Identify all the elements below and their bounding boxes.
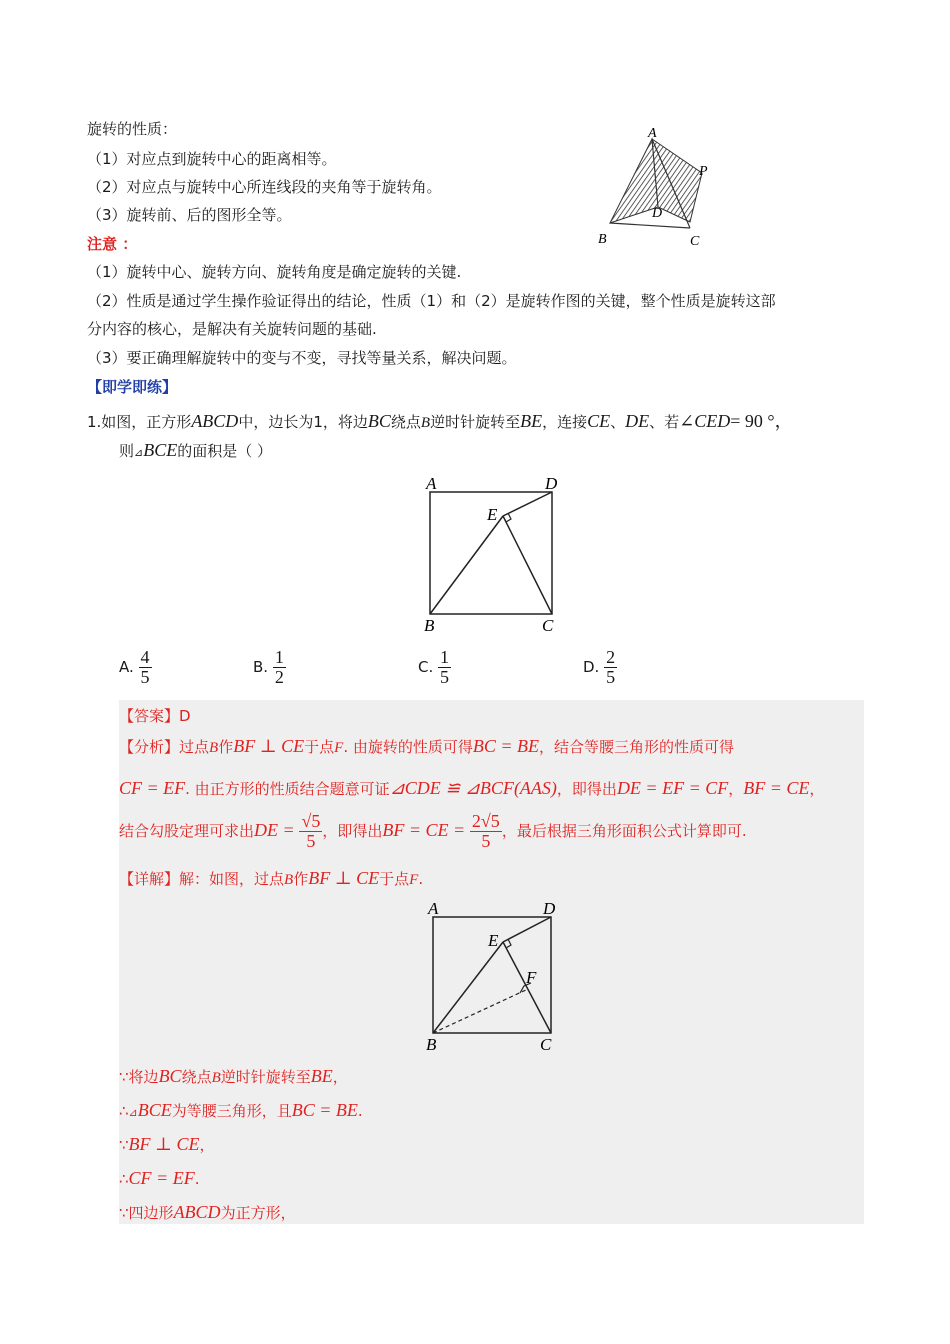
step-4: ∴CF = EF. — [119, 1168, 200, 1188]
option-b[interactable]: B. $\frac{1}{2}$ — [253, 647, 284, 687]
property-3: （3）旋转前、后的图形全等。 — [87, 206, 292, 224]
option-c[interactable]: C. $\frac{1}{5}$ — [418, 647, 450, 687]
option-d[interactable]: D. $\frac{2}{5}$ — [583, 647, 616, 687]
properties-heading: 旋转的性质： — [87, 120, 178, 138]
square-figure-with-f — [418, 897, 568, 1057]
fig1-label-B: B — [598, 232, 607, 247]
analysis-line-3: 结合勾股定理可求出DE = $\frac{√5}{5}$ ，即得出BF = CE = $\frac{2√5}{5}$ ，最后根据三角形面积公式计算即可. — [119, 811, 747, 851]
fig3-label-A: A — [428, 899, 439, 918]
step-5: ∵四边形ABCD为正方形， — [119, 1202, 296, 1222]
property-2: （2）对应点与旋转中心所连线段的夹角等于旋转角。 — [87, 178, 442, 196]
square-figure — [415, 472, 565, 637]
notice-item-2-cont: 分内容的核心，是解决有关旋转问题的基础. — [87, 320, 377, 338]
answer-line: 【答案】D — [119, 707, 191, 725]
notice-item-2: （2）性质是通过学生操作验证得出的结论，性质（1）和（2）是旋转作图的关键，整个性质是旋转这部 — [87, 292, 776, 310]
fig2-label-B: B — [424, 616, 435, 635]
step-3: ∵BF ⊥ CE， — [119, 1134, 215, 1154]
rotation-figure — [590, 125, 720, 255]
fig3-label-D: D — [543, 899, 556, 918]
fig2-label-D: D — [545, 474, 558, 493]
property-1: （1）对应点到旋转中心的距离相等。 — [87, 150, 337, 168]
fig2-label-A: A — [426, 474, 437, 493]
question-line-1: 1.如图，正方形ABCD中，边长为1，将边BC绕点B逆时针旋转至BE，连接CE、DE、若∠CED= 90 °， — [87, 411, 793, 431]
question-line-2: 则⊿BCE的面积是（ ） — [119, 440, 273, 460]
fig2-label-C: C — [542, 616, 554, 635]
notice-item-3: （3）要正确理解旋转中的变与不变，寻找等量关系，解决问题。 — [87, 349, 517, 367]
fig3-label-F: F — [526, 968, 537, 987]
step-1: ∵将边BC绕点B逆时针旋转至BE， — [119, 1066, 348, 1086]
fig3-label-C: C — [540, 1035, 552, 1054]
practice-title: 【即学即练】 — [87, 378, 178, 396]
fig1-label-D: D — [652, 206, 663, 221]
analysis-line-1: 【分析】过点B作BF ⊥ CE于点F. 由旋转的性质可得BC = BE，结合等腰三角形的性质可得 — [119, 736, 735, 756]
fig1-label-A: A — [648, 126, 657, 141]
fig1-label-C: C — [690, 234, 700, 249]
option-a[interactable]: A. $\frac{4}{5}$ — [119, 647, 150, 687]
fig2-label-E: E — [487, 505, 498, 524]
fig3-label-E: E — [488, 931, 499, 950]
step-2: ∴⊿BCE为等腰三角形，且BC = BE. — [119, 1100, 363, 1120]
notice-item-1: （1）旋转中心、旋转方向、旋转角度是确定旋转的关键. — [87, 263, 462, 281]
fig3-label-B: B — [426, 1035, 437, 1054]
analysis-line-2: CF = EF. 由正方形的性质结合题意可证⊿CDE ≌ ⊿BCF(AAS)，即得出DE = EF = CF，BF = CE， — [119, 778, 825, 798]
detail-line-1: 【详解】解：如图，过点B作BF ⊥ CE于点F. — [119, 868, 424, 888]
notice-title: 注意 ： — [87, 235, 138, 253]
fig1-label-P: P — [699, 164, 708, 179]
